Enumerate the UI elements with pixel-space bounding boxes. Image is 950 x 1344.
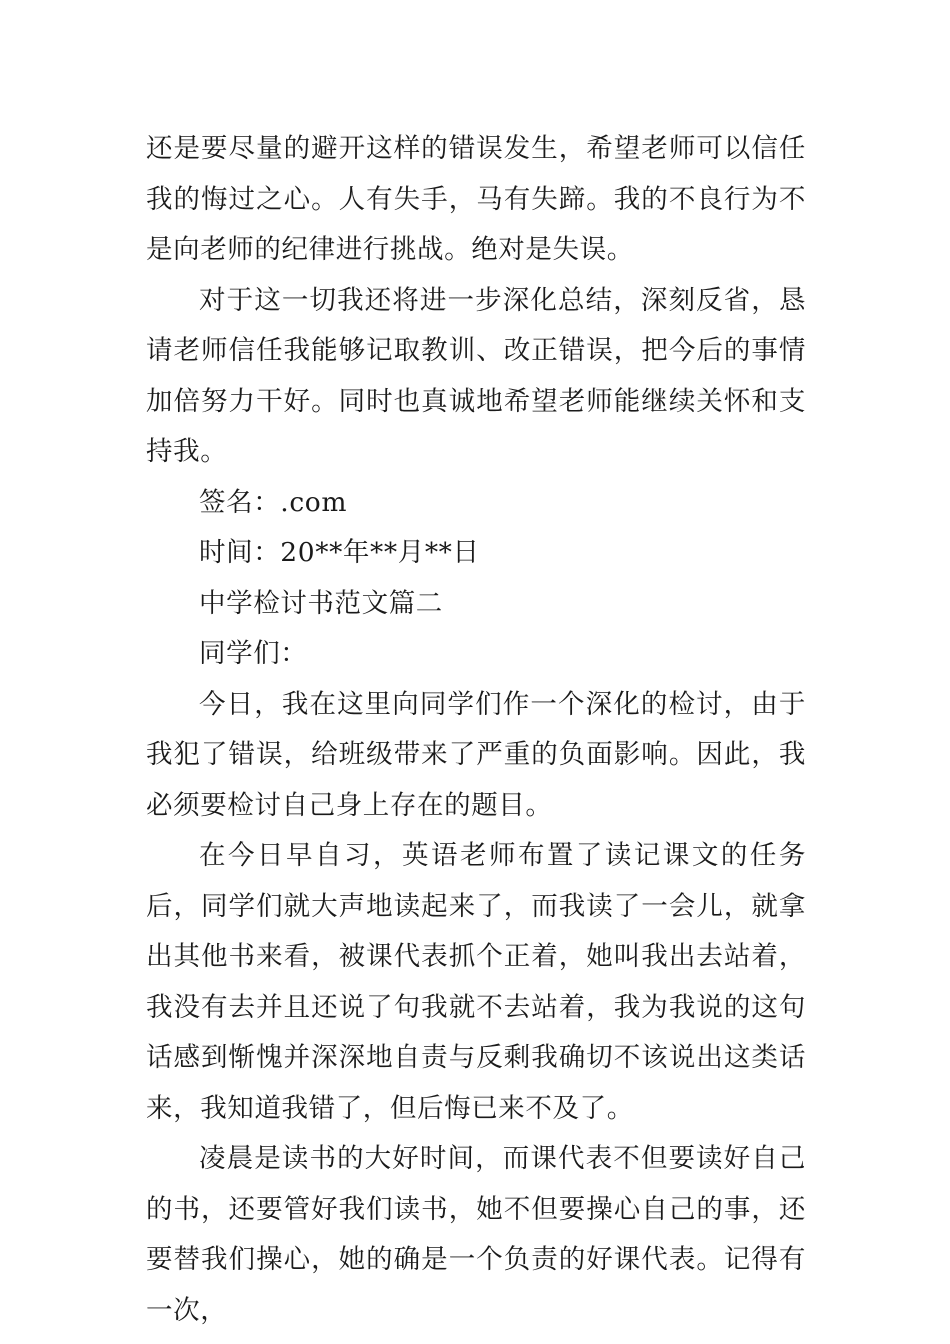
paragraph-continuation: 还是要尽量的避开这样的错误发生，希望老师可以信任我的悔过之心。人有失手，马有失蹄。我的不良行为不是向老师的纪律进行挑战。绝对是失误。 <box>146 133 806 265</box>
paragraph-incident: 在今日早自习，英语老师布置了读记课文的任务后，同学们就大声地读起来了，而我读了一会儿，就拿出其他书来看，被课代表抓个正着，她叫我出去站着，我没有去并且还说了句我就不去站着，我为我说的这句话感到惭愧并深深地自责与反剩我确切不该说出这类话来，我知道我错了，但后悔已来不及了。 <box>146 840 806 1124</box>
paragraph-intro: 今日，我在这里向同学们作一个深化的检讨，由于我犯了错误，给班级带来了严重的负面影响。因此，我必须要检讨自己身上存在的题目。 <box>146 688 806 821</box>
paragraph-reflection: 凌晨是读书的大好时间，而课代表不但要读好自己的书，还要管好我们读书，她不但要操心自己的事，还要替我们操心，她的确是一个负责的好课代表。记得有一次， <box>146 1143 806 1326</box>
salutation: 同学们： <box>199 638 308 669</box>
signature-line: 签名：.com <box>199 486 348 518</box>
date-line: 时间：20**年**月**日 <box>199 537 480 568</box>
section-heading: 中学检讨书范文篇二 <box>199 587 443 619</box>
document-body <box>146 124 806 1336</box>
paragraph-closing-promise: 对于这一切我还将进一步深化总结，深刻反省，恳请老师信任我能够记取教训、改正错误，把今后的事情加倍努力干好。同时也真诚地希望老师能继续关怀和支持我。 <box>146 284 806 467</box>
